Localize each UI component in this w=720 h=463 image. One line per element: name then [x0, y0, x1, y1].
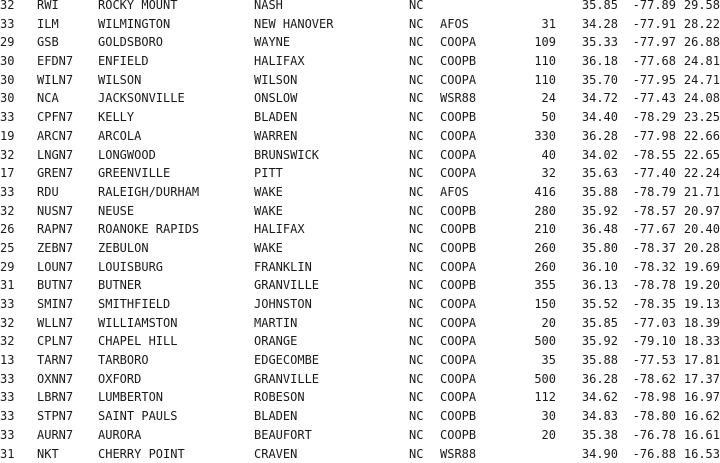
count-cell: 31 [0, 276, 14, 295]
value-cell: 20.40 [676, 220, 720, 239]
county-cell: WAKE [254, 239, 283, 258]
state-cell: NC [409, 52, 423, 71]
table-row [0, 407, 720, 426]
value-cell: 24.71 [676, 71, 720, 90]
station-name-cell: ENFIELD [98, 52, 149, 71]
station-id-cell: STPN7 [37, 407, 73, 426]
elevation-cell: 260 [496, 258, 556, 277]
table-row [0, 445, 720, 463]
network-cell: COOPB [440, 220, 476, 239]
state-cell: NC [409, 220, 423, 239]
table-row [0, 370, 720, 389]
state-cell: NC [409, 146, 423, 165]
elevation-cell: 330 [496, 127, 556, 146]
state-cell: NC [409, 15, 423, 34]
elevation-cell: 20 [496, 426, 556, 445]
station-name-cell: WILLIAMSTON [98, 314, 177, 333]
value-cell: 22.65 [676, 146, 720, 165]
state-cell: NC [409, 426, 423, 445]
latitude-cell: 35.70 [556, 71, 618, 90]
station-name-cell: TARBORO [98, 351, 149, 370]
value-cell: 19.69 [676, 258, 720, 277]
count-cell: 32 [0, 202, 14, 221]
state-cell: NC [409, 127, 423, 146]
latitude-cell: 34.40 [556, 108, 618, 127]
table-row [0, 426, 720, 445]
value-cell: 16.53 [676, 445, 720, 463]
network-cell: COOPB [440, 202, 476, 221]
county-cell: PITT [254, 164, 283, 183]
longitude-cell: -77.89 [618, 0, 676, 15]
longitude-cell: -77.53 [618, 351, 676, 370]
state-cell: NC [409, 258, 423, 277]
value-cell: 20.28 [676, 239, 720, 258]
value-cell: 18.33 [676, 332, 720, 351]
county-cell: GRANVILLE [254, 276, 319, 295]
latitude-cell: 34.62 [556, 388, 618, 407]
elevation-cell: 109 [496, 33, 556, 52]
station-id-cell: NCA [37, 89, 59, 108]
network-cell: WSR88 [440, 89, 476, 108]
state-cell: NC [409, 314, 423, 333]
latitude-cell: 36.48 [556, 220, 618, 239]
table-row [0, 71, 720, 90]
station-name-cell: ZEBULON [98, 239, 149, 258]
count-cell: 29 [0, 33, 14, 52]
network-cell: COOPA [440, 370, 476, 389]
station-id-cell: ARCN7 [37, 127, 73, 146]
count-cell: 32 [0, 332, 14, 351]
value-cell: 24.08 [676, 89, 720, 108]
network-cell: COOPB [440, 52, 476, 71]
elevation-cell: 31 [496, 15, 556, 34]
latitude-cell: 36.28 [556, 127, 618, 146]
station-name-cell: JACKSONVILLE [98, 89, 185, 108]
station-name-cell: ROANOKE RAPIDS [98, 220, 199, 239]
station-id-cell: ILM [37, 15, 59, 34]
station-name-cell: ROCKY MOUNT [98, 0, 177, 15]
table-row [0, 183, 720, 202]
county-cell: GRANVILLE [254, 370, 319, 389]
network-cell: COOPA [440, 258, 476, 277]
longitude-cell: -76.88 [618, 445, 676, 463]
station-id-cell: BUTN7 [37, 276, 73, 295]
state-cell: NC [409, 332, 423, 351]
table-row [0, 127, 720, 146]
station-id-cell: AURN7 [37, 426, 73, 445]
value-cell: 20.97 [676, 202, 720, 221]
state-cell: NC [409, 0, 423, 15]
state-cell: NC [409, 388, 423, 407]
network-cell: WSR88 [440, 445, 476, 463]
elevation-cell: 112 [496, 388, 556, 407]
county-cell: BRUNSWICK [254, 146, 319, 165]
latitude-cell: 35.92 [556, 202, 618, 221]
table-row [0, 239, 720, 258]
network-cell: COOPA [440, 295, 476, 314]
table-row [0, 0, 720, 15]
count-cell: 13 [0, 351, 14, 370]
latitude-cell: 35.63 [556, 164, 618, 183]
network-cell: COOPA [440, 71, 476, 90]
value-cell: 18.39 [676, 314, 720, 333]
value-cell: 16.97 [676, 388, 720, 407]
table-row [0, 220, 720, 239]
station-name-cell: WILMINGTON [98, 15, 170, 34]
count-cell: 30 [0, 52, 14, 71]
station-name-cell: SAINT PAULS [98, 407, 177, 426]
station-id-cell: ZEBN7 [37, 239, 73, 258]
longitude-cell: -78.57 [618, 202, 676, 221]
station-id-cell: LNGN7 [37, 146, 73, 165]
longitude-cell: -78.37 [618, 239, 676, 258]
latitude-cell: 36.28 [556, 370, 618, 389]
station-id-cell: RWI [37, 0, 59, 15]
elevation-cell: 32 [496, 164, 556, 183]
station-name-cell: SMITHFIELD [98, 295, 170, 314]
longitude-cell: -77.95 [618, 71, 676, 90]
station-name-cell: OXFORD [98, 370, 141, 389]
count-cell: 30 [0, 71, 14, 90]
count-cell: 30 [0, 89, 14, 108]
table-row [0, 351, 720, 370]
longitude-cell: -77.43 [618, 89, 676, 108]
station-id-cell: TARN7 [37, 351, 73, 370]
latitude-cell: 35.85 [556, 0, 618, 15]
network-cell: AFOS [440, 183, 469, 202]
latitude-cell: 35.80 [556, 239, 618, 258]
state-cell: NC [409, 276, 423, 295]
elevation-cell: 500 [496, 370, 556, 389]
state-cell: NC [409, 33, 423, 52]
longitude-cell: -77.03 [618, 314, 676, 333]
value-cell: 17.81 [676, 351, 720, 370]
state-cell: NC [409, 183, 423, 202]
value-cell: 21.71 [676, 183, 720, 202]
table-row [0, 276, 720, 295]
count-cell: 33 [0, 370, 14, 389]
elevation-cell: 355 [496, 276, 556, 295]
count-cell: 33 [0, 426, 14, 445]
elevation-cell: 50 [496, 108, 556, 127]
latitude-cell: 36.18 [556, 52, 618, 71]
state-cell: NC [409, 239, 423, 258]
longitude-cell: -78.62 [618, 370, 676, 389]
station-id-cell: RAPN7 [37, 220, 73, 239]
county-cell: MARTIN [254, 314, 297, 333]
county-cell: WAKE [254, 202, 283, 221]
elevation-cell: 416 [496, 183, 556, 202]
station-id-cell: NUSN7 [37, 202, 73, 221]
station-id-cell: RDU [37, 183, 59, 202]
count-cell: 32 [0, 314, 14, 333]
station-id-cell: GSB [37, 33, 59, 52]
network-cell: COOPB [440, 276, 476, 295]
state-cell: NC [409, 108, 423, 127]
count-cell: 33 [0, 295, 14, 314]
longitude-cell: -78.79 [618, 183, 676, 202]
county-cell: WARREN [254, 127, 297, 146]
county-cell: WILSON [254, 71, 297, 90]
network-cell: COOPA [440, 351, 476, 370]
latitude-cell: 34.83 [556, 407, 618, 426]
station-id-cell: LBRN7 [37, 388, 73, 407]
table-row [0, 15, 720, 34]
table-row [0, 52, 720, 71]
station-name-cell: BUTNER [98, 276, 141, 295]
count-cell: 17 [0, 164, 14, 183]
count-cell: 33 [0, 183, 14, 202]
table-row [0, 89, 720, 108]
elevation-cell: 260 [496, 239, 556, 258]
station-id-cell: GREN7 [37, 164, 73, 183]
longitude-cell: -78.98 [618, 388, 676, 407]
value-cell: 29.58 [676, 0, 720, 15]
station-name-cell: NEUSE [98, 202, 134, 221]
latitude-cell: 35.92 [556, 332, 618, 351]
longitude-cell: -78.55 [618, 146, 676, 165]
elevation-cell: 110 [496, 52, 556, 71]
count-cell: 33 [0, 407, 14, 426]
longitude-cell: -78.78 [618, 276, 676, 295]
value-cell: 17.37 [676, 370, 720, 389]
count-cell: 19 [0, 127, 14, 146]
network-cell: COOPA [440, 33, 476, 52]
county-cell: EDGECOMBE [254, 351, 319, 370]
station-name-cell: AURORA [98, 426, 141, 445]
station-id-cell: OXNN7 [37, 370, 73, 389]
count-cell: 33 [0, 388, 14, 407]
table-row [0, 146, 720, 165]
count-cell: 32 [0, 0, 14, 15]
latitude-cell: 36.13 [556, 276, 618, 295]
value-cell: 19.20 [676, 276, 720, 295]
latitude-cell: 35.52 [556, 295, 618, 314]
value-cell: 16.62 [676, 407, 720, 426]
value-cell: 26.88 [676, 33, 720, 52]
station-name-cell: WILSON [98, 71, 141, 90]
county-cell: HALIFAX [254, 220, 305, 239]
elevation-cell: 110 [496, 71, 556, 90]
elevation-cell: 35 [496, 351, 556, 370]
county-cell: BLADEN [254, 407, 297, 426]
station-name-cell: RALEIGH/DURHAM [98, 183, 199, 202]
table-row [0, 258, 720, 277]
latitude-cell: 34.72 [556, 89, 618, 108]
elevation-cell: 210 [496, 220, 556, 239]
county-cell: NASH [254, 0, 283, 15]
station-name-cell: LONGWOOD [98, 146, 156, 165]
value-cell: 23.25 [676, 108, 720, 127]
station-name-cell: CHERRY POINT [98, 445, 185, 463]
value-cell: 28.22 [676, 15, 720, 34]
state-cell: NC [409, 295, 423, 314]
station-id-cell: CPLN7 [37, 332, 73, 351]
longitude-cell: -77.91 [618, 15, 676, 34]
network-cell: AFOS [440, 15, 469, 34]
table-row [0, 33, 720, 52]
latitude-cell: 34.02 [556, 146, 618, 165]
value-cell: 22.24 [676, 164, 720, 183]
elevation-cell: 40 [496, 146, 556, 165]
county-cell: BLADEN [254, 108, 297, 127]
elevation-cell: 20 [496, 314, 556, 333]
elevation-cell: 24 [496, 89, 556, 108]
longitude-cell: -78.32 [618, 258, 676, 277]
state-cell: NC [409, 202, 423, 221]
value-cell: 22.66 [676, 127, 720, 146]
state-cell: NC [409, 89, 423, 108]
station-name-cell: CHAPEL HILL [98, 332, 177, 351]
table-row [0, 332, 720, 351]
longitude-cell: -78.29 [618, 108, 676, 127]
state-cell: NC [409, 407, 423, 426]
latitude-cell: 36.10 [556, 258, 618, 277]
count-cell: 33 [0, 15, 14, 34]
count-cell: 26 [0, 220, 14, 239]
table-row [0, 202, 720, 221]
county-cell: ROBESON [254, 388, 305, 407]
longitude-cell: -77.97 [618, 33, 676, 52]
latitude-cell: 35.88 [556, 183, 618, 202]
table-row [0, 108, 720, 127]
table-row [0, 388, 720, 407]
value-cell: 16.61 [676, 426, 720, 445]
latitude-cell: 35.88 [556, 351, 618, 370]
county-cell: CRAVEN [254, 445, 297, 463]
table-row [0, 295, 720, 314]
longitude-cell: -77.68 [618, 52, 676, 71]
elevation-cell: 150 [496, 295, 556, 314]
elevation-cell: 500 [496, 332, 556, 351]
value-cell: 24.81 [676, 52, 720, 71]
station-name-cell: LUMBERTON [98, 388, 163, 407]
longitude-cell: -77.98 [618, 127, 676, 146]
count-cell: 29 [0, 258, 14, 277]
longitude-cell: -78.35 [618, 295, 676, 314]
latitude-cell: 35.85 [556, 314, 618, 333]
network-cell: COOPA [440, 314, 476, 333]
county-cell: FRANKLIN [254, 258, 312, 277]
station-name-cell: GOLDSBORO [98, 33, 163, 52]
count-cell: 32 [0, 146, 14, 165]
station-id-cell: SMIN7 [37, 295, 73, 314]
longitude-cell: -78.80 [618, 407, 676, 426]
longitude-cell: -76.78 [618, 426, 676, 445]
county-cell: WAYNE [254, 33, 290, 52]
network-cell: COOPA [440, 332, 476, 351]
latitude-cell: 35.33 [556, 33, 618, 52]
county-cell: WAKE [254, 183, 283, 202]
station-id-cell: EFDN7 [37, 52, 73, 71]
count-cell: 25 [0, 239, 14, 258]
network-cell: COOPA [440, 127, 476, 146]
longitude-cell: -79.10 [618, 332, 676, 351]
network-cell: COOPA [440, 164, 476, 183]
station-id-cell: CPFN7 [37, 108, 73, 127]
network-cell: COOPB [440, 426, 476, 445]
table-row [0, 164, 720, 183]
county-cell: BEAUFORT [254, 426, 312, 445]
elevation-cell: 280 [496, 202, 556, 221]
state-cell: NC [409, 351, 423, 370]
county-cell: ONSLOW [254, 89, 297, 108]
station-name-cell: LOUISBURG [98, 258, 163, 277]
station-id-cell: WLLN7 [37, 314, 73, 333]
latitude-cell: 34.28 [556, 15, 618, 34]
station-name-cell: ARCOLA [98, 127, 141, 146]
county-cell: ORANGE [254, 332, 297, 351]
state-cell: NC [409, 445, 423, 463]
network-cell: COOPB [440, 108, 476, 127]
state-cell: NC [409, 370, 423, 389]
county-cell: HALIFAX [254, 52, 305, 71]
elevation-cell: 30 [496, 407, 556, 426]
county-cell: JOHNSTON [254, 295, 312, 314]
station-name-cell: KELLY [98, 108, 134, 127]
state-cell: NC [409, 71, 423, 90]
station-id-cell: WILN7 [37, 71, 73, 90]
state-cell: NC [409, 164, 423, 183]
station-id-cell: LOUN7 [37, 258, 73, 277]
count-cell: 33 [0, 108, 14, 127]
network-cell: COOPB [440, 239, 476, 258]
count-cell: 31 [0, 445, 14, 463]
table-row [0, 314, 720, 333]
longitude-cell: -77.40 [618, 164, 676, 183]
station-id-cell: NKT [37, 445, 59, 463]
station-name-cell: GREENVILLE [98, 164, 170, 183]
county-cell: NEW HANOVER [254, 15, 333, 34]
network-cell: COOPA [440, 388, 476, 407]
longitude-cell: -77.67 [618, 220, 676, 239]
value-cell: 19.13 [676, 295, 720, 314]
latitude-cell: 35.38 [556, 426, 618, 445]
network-cell: COOPB [440, 407, 476, 426]
latitude-cell: 34.90 [556, 445, 618, 463]
network-cell: COOPA [440, 146, 476, 165]
